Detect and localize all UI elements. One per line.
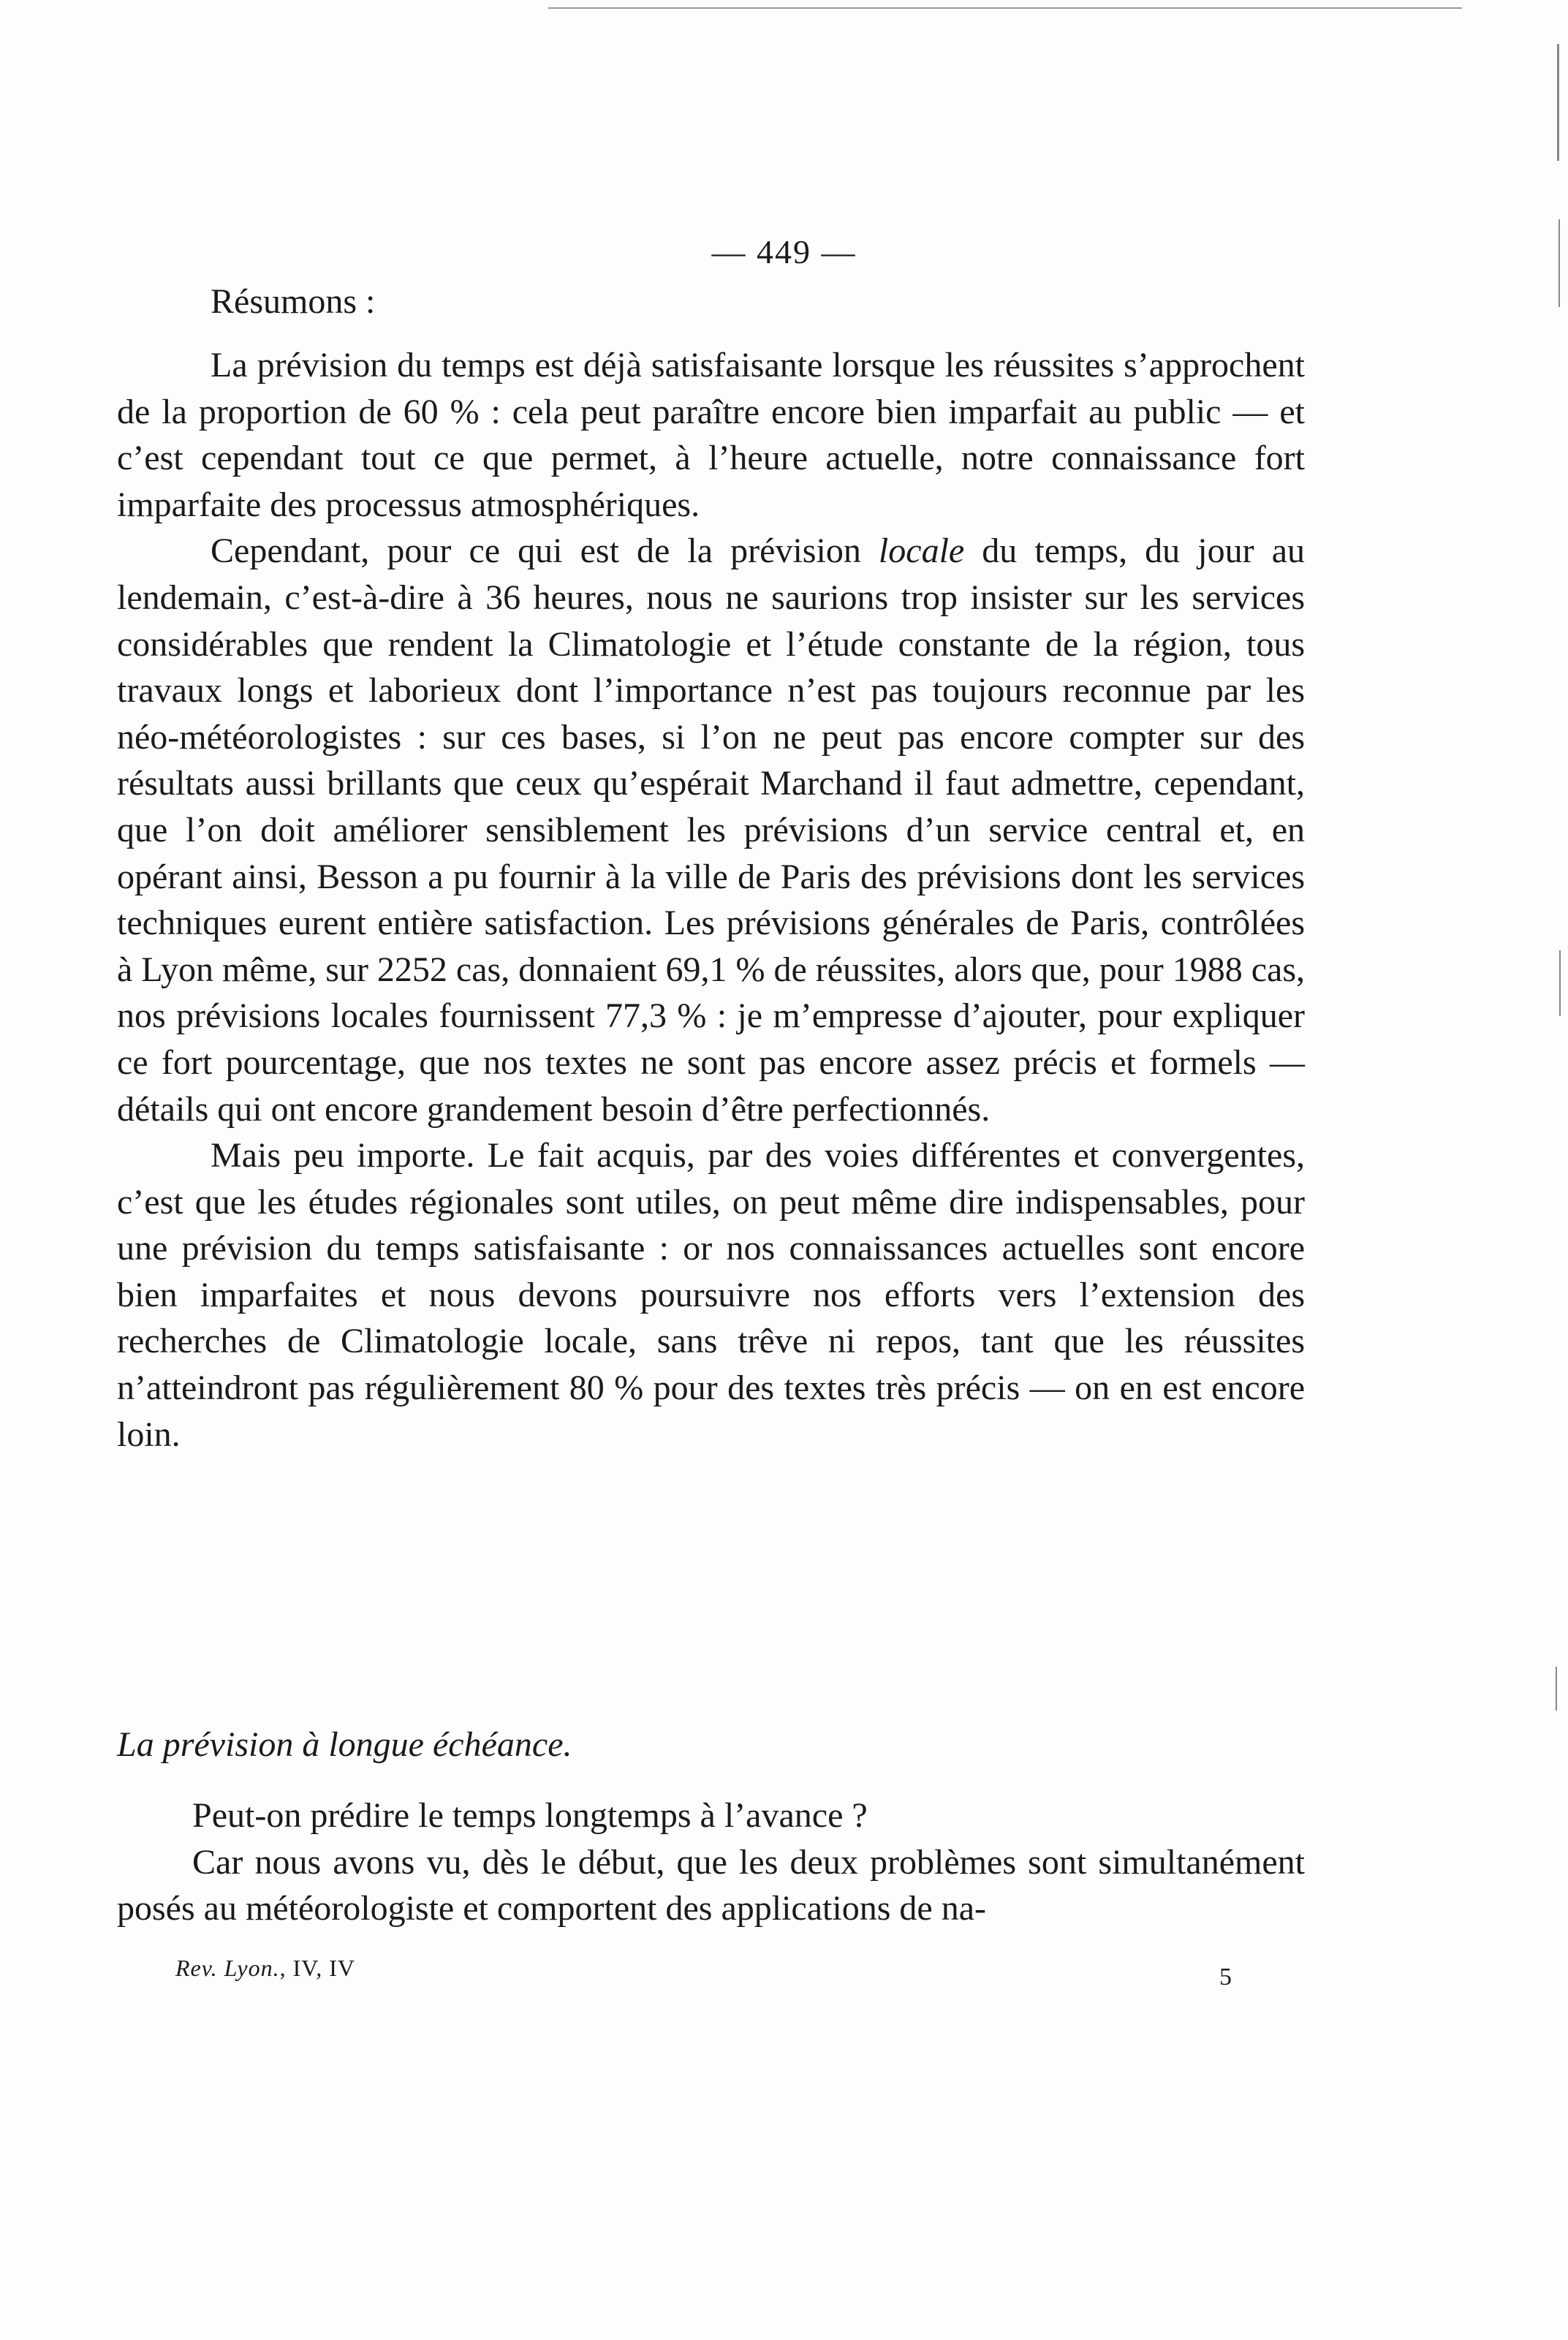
emphasis-locale: locale [878,531,965,571]
page-number: — 449 — [711,233,857,270]
right-edge-mark [1559,950,1561,1016]
section-title: La prévision à longue échéance. [117,1725,572,1764]
paragraph-local-forecast: Cependant, pour ce qui est de la prévision locale du temps, du jour au lendemain, c’est-à-dire à 36 heures, nous ne saurions trop insister sur les services considérables que rendent la Climatologie et l’étude constante de la région, tous travaux longs et laborieux dont l’importance n’est pas toujours reconnue par les néo-météorologistes : sur ces bases, si l’on ne peut pas encore compter sur des résultats aussi brillants que ceux qu’espérait Marchand il faut admettre, cependant, que l’on doit améliorer sensiblement les prévisions d’un service central et, en opérant ainsi, Besson a pu fournir à la ville de Paris des prévisions dont les services techniques eurent entière satisfaction. Les prévisions générales de Paris, contrôlées à Lyon même, sur 2252 cas, donnaient 69,1 % de réussites, alors que, pour 1988 cas, nos prévisions locales fournissent 77,3 % : je m’empresse d’ajouter, pour expliquer ce fort pourcentage, que nos textes ne sont pas encore assez précis et formels — détails qui ont encore grandement besoin d’être perfectionnés. [117,531,1305,1129]
top-edge-rule [548,7,1462,9]
right-edge-mark [1556,1667,1557,1711]
paragraph-continuation: Car nous avons vu, dès le début, que les deux problèmes sont simultanément posés au météorologiste et comportent des applications de na- [117,1842,1305,1928]
footer-source-volume: , IV, IV [279,1955,356,1981]
right-edge-mark [1557,44,1559,161]
footer-source [175,1955,355,1982]
paragraph-conclusion: Mais peu importe. Le fait acquis, par des voies différentes et convergentes, c’est que les études régionales sont utiles, on peut même dire indispensables, pour une prévision du temps satisfaisante : or nos connaissances actuelles sont encore bien imparfaites et nous devons poursuivre nos efforts vers l’extension des recherches de Climatologie locale, sans trêve ni repos, tant que les réussites n’atteindront pas régulièrement 80 % pour des textes très précis — on en est encore loin. [117,1136,1305,1454]
paragraph-question: Peut-on prédire le temps longtemps à l’avance ? [192,1796,868,1835]
body-text-block-1 [117,342,1305,1458]
footer-source-abbrev: Rev. Lyon. [175,1955,280,1981]
signature-mark: 5 [1219,1964,1232,1991]
summary-heading: Résumons : [211,282,376,321]
body-text-block-2 [117,1792,1305,1932]
paragraph-summary: La prévision du temps est déjà satisfaisante lorsque les réussites s’approchent de la proportion de 60 % : cela peut paraître encore bien imparfait au public — et c’est cependant tout ce que permet, à l’heure actuelle, notre connaissance fort imparfaite des processus atmosphériques. [117,346,1305,524]
